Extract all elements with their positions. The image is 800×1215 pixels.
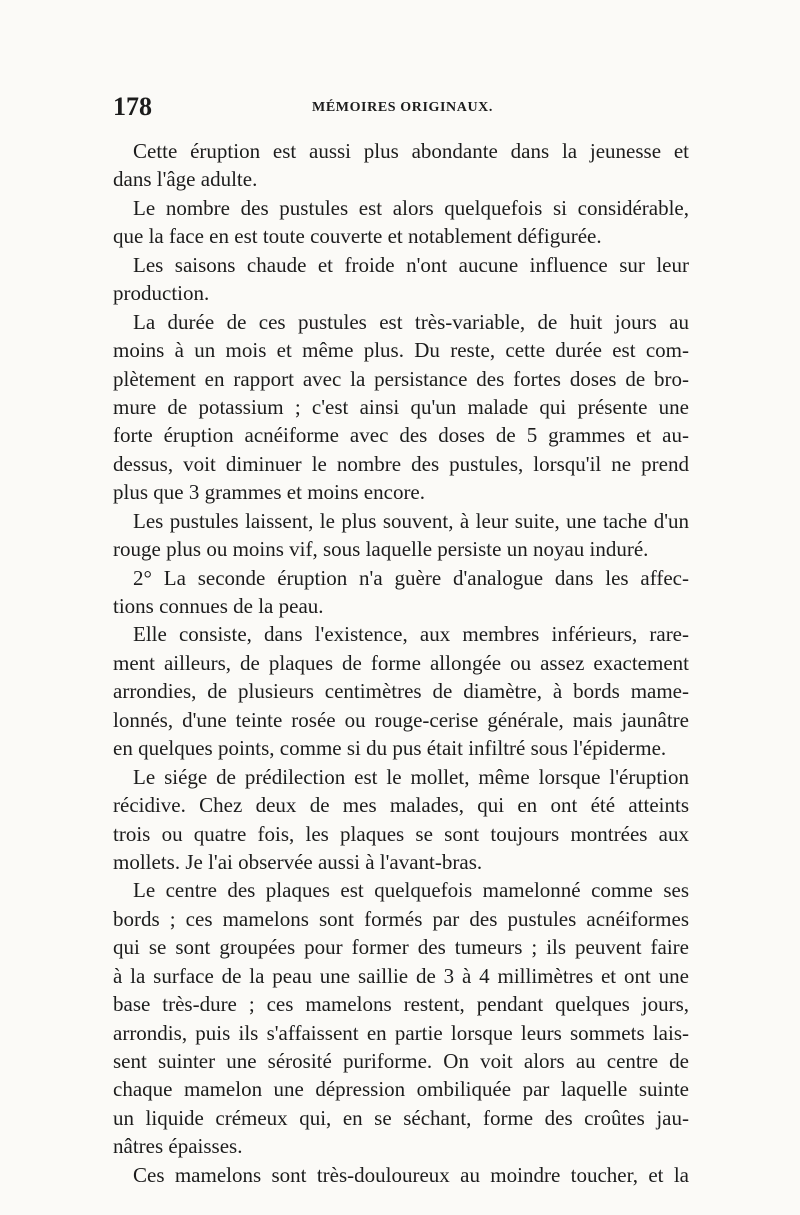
text-line: à la surface de la peau une saillie de 3 à 4 millimètres et ont une bbox=[113, 963, 689, 988]
text-line: un liquide crémeux qui, en se séchant, forme des croûtes jau- bbox=[113, 1105, 689, 1130]
text-line: forte éruption acnéiforme avec des doses de 5 grammes et au- bbox=[113, 423, 689, 448]
text-line: qui se sont groupées pour former des tumeurs ; ils peuvent faire bbox=[113, 935, 689, 960]
text-line: trois ou quatre fois, les plaques se sont toujours montrées aux bbox=[113, 821, 689, 846]
text-line: dessus, voit diminuer le nombre des pustules, lorsqu'il ne prend bbox=[113, 451, 689, 476]
text-line: nâtres épaisses. bbox=[113, 1134, 243, 1159]
text-line: mollets. Je l'ai observée aussi à l'avant-bras. bbox=[113, 849, 483, 874]
text-line: lonnés, d'une teinte rosée ou rouge-cerise générale, mais jaunâtre bbox=[113, 707, 689, 732]
text-line: récidive. Chez deux de mes malades, qui en ont été atteints bbox=[113, 793, 689, 818]
text-line: arrondis, puis ils s'affaissent en partie lorsque leurs sommets lais- bbox=[113, 1020, 689, 1045]
page-number: 178 bbox=[113, 92, 152, 121]
text-line: en quelques points, comme si du pus était infiltré sous l'épiderme. bbox=[113, 736, 667, 761]
text-line: Le nombre des pustules est alors quelquefois si considérable, bbox=[133, 195, 689, 220]
text-line: bords ; ces mamelons sont formés par des pustules acnéiformes bbox=[113, 906, 689, 931]
text-line: Ces mamelons sont très-douloureux au moindre toucher, et la bbox=[133, 1162, 689, 1187]
text-line: plus que 3 grammes et moins encore. bbox=[113, 480, 426, 505]
running-head: MÉMOIRES ORIGINAUX. bbox=[312, 100, 493, 115]
text-line: mure de potassium ; c'est ainsi qu'un malade qui présente une bbox=[113, 394, 689, 419]
text-line: Le centre des plaques est quelquefois mamelonné comme ses bbox=[133, 878, 689, 903]
text-line: rouge plus ou moins vif, sous laquelle persiste un noyau induré. bbox=[113, 537, 649, 562]
text-line: sent suinter une sérosité puriforme. On voit alors au centre de bbox=[113, 1049, 689, 1073]
text-line: Le siége de prédilection est le mollet, même lorsque l'éruption bbox=[133, 764, 689, 789]
text-line: La durée de ces pustules est très-variable, de huit jours au bbox=[133, 309, 689, 334]
text-line: Les pustules laissent, le plus souvent, à leur suite, une tache d'un bbox=[133, 508, 689, 533]
text-line: production. bbox=[113, 281, 210, 306]
page-header bbox=[113, 92, 689, 122]
text-line: que la face en est toute couverte et notablement défigurée. bbox=[113, 224, 602, 249]
text-line: plètement en rapport avec la persistance des fortes doses de bro- bbox=[113, 366, 689, 391]
text-line: dans l'âge adulte. bbox=[113, 167, 258, 192]
text-line: arrondies, de plusieurs centimètres de diamètre, à bords mame- bbox=[113, 679, 689, 704]
text-line: 2° La seconde éruption n'a guère d'analogue dans les affec- bbox=[133, 565, 689, 590]
text-line: Elle consiste, dans l'existence, aux membres inférieurs, rare- bbox=[133, 622, 689, 647]
body-text bbox=[113, 137, 689, 1189]
text-line: Cette éruption est aussi plus abondante dans la jeunesse et bbox=[133, 139, 689, 163]
text-line: moins à un mois et même plus. Du reste, cette durée est com- bbox=[113, 338, 689, 363]
text-line: chaque mamelon une dépression ombiliquée par laquelle suinte bbox=[113, 1077, 689, 1102]
text-line: ment ailleurs, de plaques de forme allongée ou assez exactement bbox=[113, 650, 689, 675]
text-line: tions connues de la peau. bbox=[113, 594, 324, 618]
text-line: base très-dure ; ces mamelons restent, pendant quelques jours, bbox=[113, 992, 689, 1017]
text-line: Les saisons chaude et froide n'ont aucune influence sur leur bbox=[133, 252, 689, 277]
